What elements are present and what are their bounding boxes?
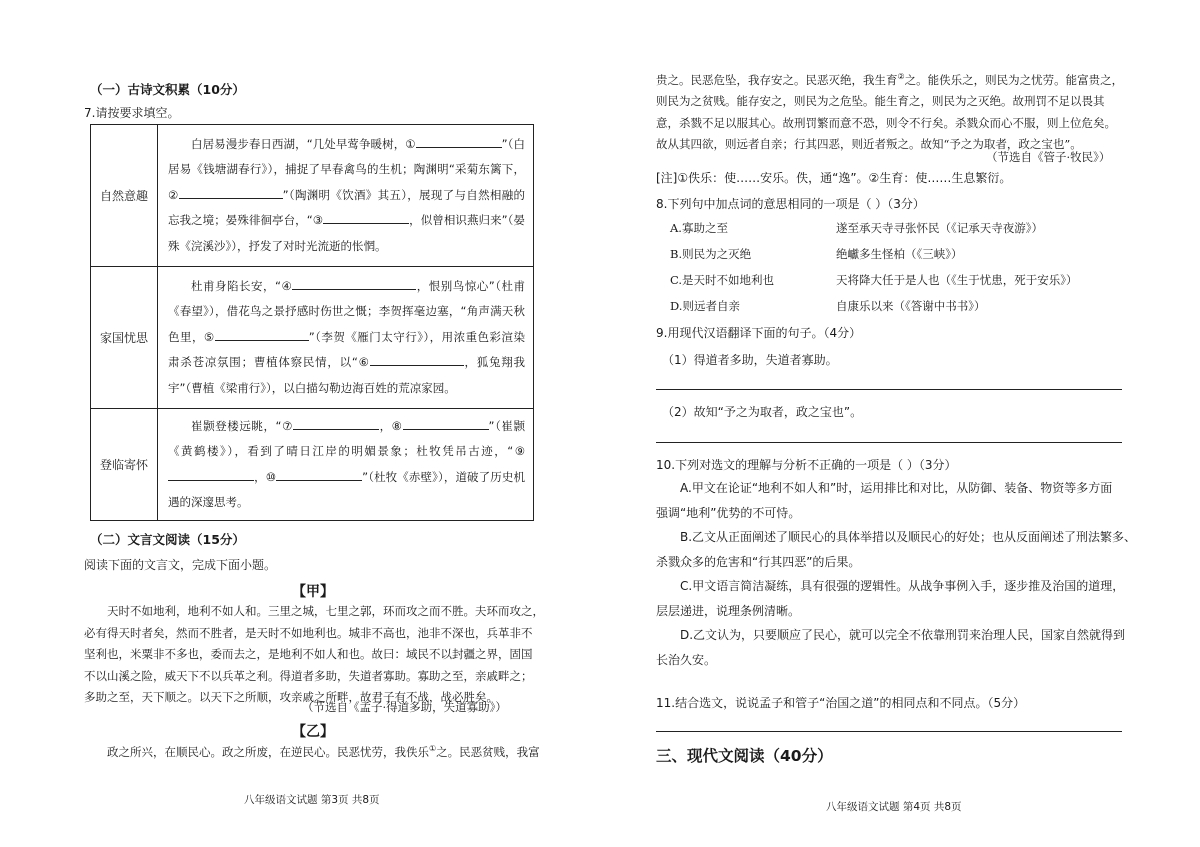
option-b-text-cont: 杀戮众多的危害和“行其四恶”的后果。 xyxy=(656,554,861,569)
question-10: 10.下列对选文的理解与分析不正确的一项是（ ）（3分） xyxy=(656,458,957,472)
passage-text: ”（杜牧《赤壁》），道破了历史机遇的深邃思考。 xyxy=(168,469,525,509)
answer-line[interactable] xyxy=(656,389,1122,390)
option-a-text[interactable]: A.甲文在论证“地利不如人和”时，运用排比和对比，从防御、装备、物资等多方面 xyxy=(680,481,1113,495)
passage-line: 故从其四欲，则远者自亲；行其四恶，则近者叛之。故知“予之为取者，政之宝也”。 xyxy=(656,137,1082,152)
passage-yi-source: （节选自《管子·牧民》） xyxy=(986,150,1111,164)
passage-line: 坚利也，米粟非不多也，委而去之，是地利不如人和也。故曰：域民不以封疆之界，固国 xyxy=(84,647,533,661)
q8-option-a-left[interactable]: A.寡助之至 xyxy=(670,221,728,235)
content-cell xyxy=(158,125,534,267)
question-8: 8.下列句中加点词的意思相同的一项是（ ）（3分） xyxy=(656,197,925,211)
passage-text: ，⑧ xyxy=(378,418,403,433)
question-11: 11.结合选文，说说孟子和管子“治国之道”的相同点和不同点。（5分） xyxy=(656,696,1026,710)
question-9-part-2: （2）故知“予之为取者，政之宝也”。 xyxy=(662,405,863,419)
question-9: 9.用现代汉语翻译下面的句子。（4分） xyxy=(656,326,862,340)
passage-text: ，恨别鸟惊心”（杜甫《春望》），借花鸟之景抒感时伤世之慨；李贺挥毫边塞，“角声满天秋色里，⑤ xyxy=(168,278,525,344)
footnote-marker: ② xyxy=(897,72,905,81)
passage-yi-start xyxy=(84,738,538,763)
category-cell: 家国忧思 xyxy=(91,267,158,409)
blank-2[interactable] xyxy=(179,186,283,199)
passage-line: 不以山溪之险，威天下不以兵革之利。得道者多助，失道者寡助。寡助之至，亲戚畔之； xyxy=(84,668,533,683)
passage-text: 政之所兴，在顺民心。政之所废，在逆民心。民恶忧劳，我佚乐 xyxy=(107,744,429,759)
q8-option-c-right: 天将降大任于是人也（《生于忧患，死于安乐》） xyxy=(836,273,1078,287)
option-b-text[interactable]: B.乙文从正面阐述了顺民心的具体举措以及顺民心的好处；也从反面阐述了刑法繁多、 xyxy=(680,530,1137,544)
passage-text: 崔颢登楼远眺，“⑦ xyxy=(191,418,293,433)
passage-line xyxy=(656,66,1132,91)
passage-jia-source: （节选自《孟子·得道多助，失道寡助》） xyxy=(302,700,507,714)
passage-jia-title: 【甲】 xyxy=(292,584,334,600)
poetry-fill-table xyxy=(90,124,534,521)
passage-line: 多助之至，天下顺之。以天下之所顺，攻亲戚之所畔，故君子有不战，战必胜矣。 xyxy=(84,690,498,704)
question-9-part-1: （1）得道者多助，失道者寡助。 xyxy=(662,353,838,367)
page-footer: 八年级语文试题 第3页 共8页 xyxy=(244,794,380,806)
option-d-text-cont: 长治久安。 xyxy=(656,652,717,667)
footnote-marker: ① xyxy=(429,744,437,753)
option-a-text-cont: 强调“地利”优势的不可恃。 xyxy=(656,505,801,520)
passage-yi-continued xyxy=(656,66,1132,156)
answer-line[interactable] xyxy=(656,442,1122,443)
q8-option-b-right: 绝巘多生怪柏（《三峡》） xyxy=(836,247,963,261)
q8-option-b-left[interactable]: B.则民为之灭绝 xyxy=(670,247,752,261)
table-row xyxy=(91,409,534,521)
content-cell xyxy=(158,267,534,409)
passage-text: ”（崔颢《黄鹤楼》），看到了晴日江岸的明媚景象；杜牧凭吊古迹，“⑨ xyxy=(168,418,525,458)
passage-text: 贵之。民恶危坠，我存安之。民恶灭绝，我生育 xyxy=(656,72,898,87)
passage-text: ，似曾相识燕归来”（晏殊《浣溪沙》），抒发了对时光流逝的怅惘。 xyxy=(168,213,525,253)
passage-text: ，狐兔翔我宇”（曹植《梁甫行》），以白描勾勒边海百姓的荒凉家园。 xyxy=(168,355,526,395)
option-c-text[interactable]: C.甲文语言简洁凝练，具有很强的逻辑性。从战争事例入手，逐步推及治国的道理， xyxy=(680,579,1125,593)
section-title-classical: （二）文言文阅读（15分） xyxy=(90,532,245,547)
passage-text: ”（李贺《雁门太守行》），用浓重色彩渲染肃杀苍凉氛围；曹植体察民情，以“⑥ xyxy=(168,329,525,370)
blank-4[interactable] xyxy=(292,277,416,290)
blank-6[interactable] xyxy=(370,353,464,366)
option-c-text-cont: 层层递进，说理条例清晰。 xyxy=(656,603,801,618)
passage-text: ”（陶渊明《饮酒》其五），展现了与自然相融的忘我之境；晏殊徘徊亭台，“③ xyxy=(168,187,525,228)
answer-line[interactable] xyxy=(656,731,1122,732)
table-row xyxy=(91,267,534,409)
table-row xyxy=(91,125,534,267)
option-d-text[interactable]: D.乙文认为，只要顺应了民心，就可以完全不依靠刑罚来治理人民，国家自然就得到 xyxy=(680,628,1126,642)
passage-line: 意，杀戮不足以服其心。故刑罚繁而意不恐，则令不行矣。杀戮众而心不服，则上位危矣。 xyxy=(656,115,1116,130)
blank-8[interactable] xyxy=(403,417,489,430)
blank-5[interactable] xyxy=(215,328,309,341)
passage-text: 之。能佚乐之，则民为之忧劳。能富贵之， xyxy=(904,72,1124,87)
passage-yi-title: 【乙】 xyxy=(292,724,334,740)
passage-text: 之。民恶贫贱，我富 xyxy=(436,744,540,759)
page-footer: 八年级语文试题 第4页 共8页 xyxy=(826,801,962,813)
q8-option-a-right: 遂至承天寺寻张怀民（《记承天寺夜游》） xyxy=(836,221,1043,235)
blank-1[interactable] xyxy=(416,135,502,148)
blank-9[interactable] xyxy=(168,468,254,481)
passage-line: 天时不如地利，地利不如人和。三里之城，七里之郭，环而攻之而不胜。夫环而攻之， xyxy=(107,604,544,618)
passage-text: 白居易漫步春日西湖，“几处早莺争暖树，① xyxy=(191,136,416,151)
right-page xyxy=(600,0,1200,847)
blank-3[interactable] xyxy=(323,211,409,224)
question-10-options xyxy=(656,476,1136,672)
content-cell xyxy=(158,409,534,521)
category-cell: 自然意趣 xyxy=(91,125,158,267)
q8-option-d-left[interactable]: D.则远者自亲 xyxy=(670,299,740,313)
blank-10[interactable] xyxy=(276,468,362,481)
reading-instruction: 阅读下面的文言文，完成下面小题。 xyxy=(84,558,277,572)
annotation-note: [注]①佚乐：使……安乐。佚，通“逸”。②生育：使……生息繁衍。 xyxy=(656,171,1012,185)
category-cell: 登临寄怀 xyxy=(91,409,158,521)
question-7-label: 7.请按要求填空。 xyxy=(84,106,180,120)
passage-text: ”（白居易《钱塘湖春行》），捕捉了早春禽鸟的生机；陶渊明“采菊东篱下，② xyxy=(168,136,526,202)
passage-line: 则民为之贫贱。能存安之，则民为之危坠。能生育之，则民为之灭绝。故刑罚不足以畏其 xyxy=(656,94,1105,109)
q8-option-d-right: 自康乐以来（《答谢中书书》） xyxy=(836,299,986,313)
passage-line: 必有得天时者矣，然而不胜者，是天时不如地利也。城非不高也，池非不深也，兵革非不 xyxy=(84,625,533,640)
blank-7[interactable] xyxy=(293,417,379,430)
q8-option-c-left[interactable]: C.是天时不如地利也 xyxy=(670,273,775,287)
section-title-poetry: （一）古诗文积累（10分） xyxy=(90,82,245,97)
section-title-modern-reading: 三、现代文阅读（40分） xyxy=(656,747,833,765)
passage-text: 杜甫身陷长安，“④ xyxy=(191,278,293,293)
passage-text: ，⑩ xyxy=(254,469,277,484)
passage-jia xyxy=(84,601,544,709)
